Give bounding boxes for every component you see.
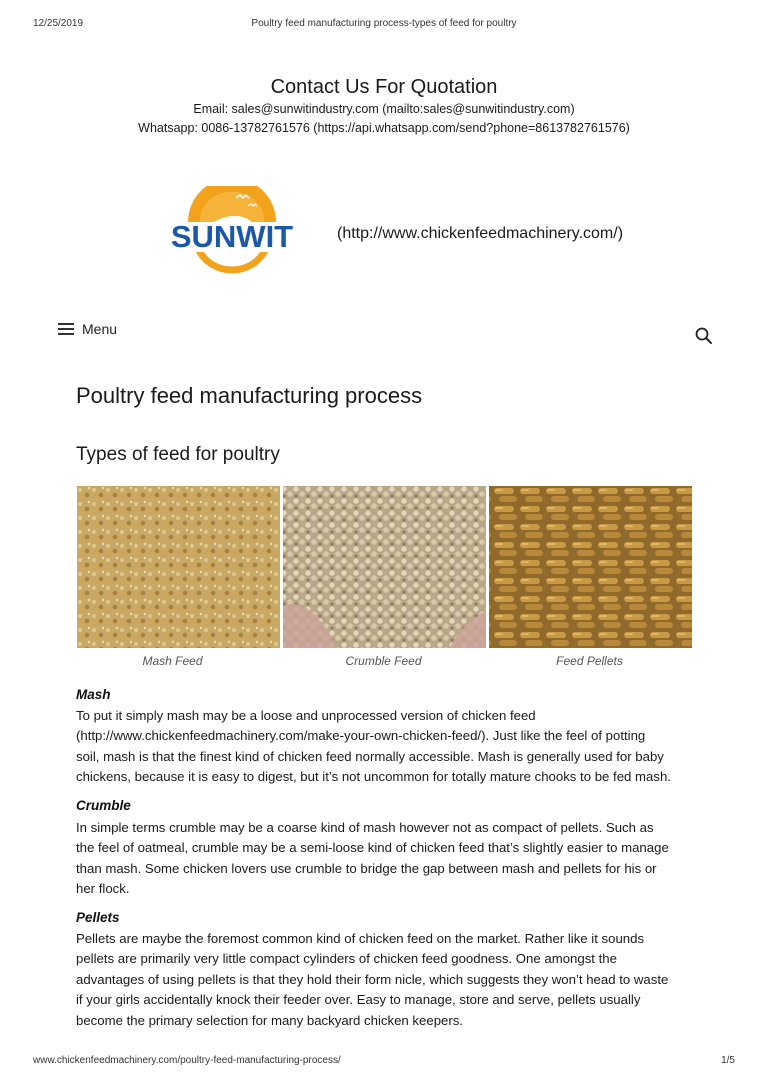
print-page-number: 1/5 xyxy=(721,1055,735,1066)
text-line: than mash. Some chicken lovers use crumble to bridge the gap between mash and pellets for his or xyxy=(76,860,657,876)
caption-feed-pellets: Feed Pellets xyxy=(556,654,623,668)
sunwit-logo[interactable] xyxy=(140,186,324,286)
section-title-crumble: Crumble xyxy=(76,798,131,813)
text-line: chickens, because it is easy to digest, but it’s not uncommon for totally mature chooks to be fed mash. xyxy=(76,769,671,785)
text-line: become the primary selection for many backyard chicken keepers. xyxy=(76,1012,464,1028)
text-line: To put it simply mash may be a loose and unprocessed version of chicken feed xyxy=(76,708,536,723)
text-line: advantages of using pellets is that they hold their form nicle, which suggests they won’t head to waste xyxy=(76,971,669,987)
contact-whatsapp-link[interactable]: Whatsapp: 0086-13782761576 (https://api.whatsapp.com/send?phone=8613782761576) xyxy=(138,121,630,135)
text-line: if your girls accidentally knock their feeder over. Easy to manage, store and serve, pellets usually xyxy=(76,992,641,1008)
article-subheading: Types of feed for poultry xyxy=(76,444,280,465)
caption-crumble-feed: Crumble Feed xyxy=(345,654,422,668)
text-line: pellets are primarily very little compact cylinders of chicken feed goodness. One amongst the xyxy=(76,951,617,967)
print-page-title: Poultry feed manufacturing process-types of feed for poultry xyxy=(251,18,517,29)
print-footer-url: www.chickenfeedmachinery.com/poultry-feed-manufacturing-process/ xyxy=(33,1055,341,1066)
text-line: her flock. xyxy=(76,881,130,897)
sunwit-logo-graphic xyxy=(140,186,324,286)
article-heading: Poultry feed manufacturing process xyxy=(76,383,423,408)
print-header xyxy=(0,18,768,32)
print-date: 12/25/2019 xyxy=(33,18,84,29)
text-line: In simple terms crumble may be a coarse kind of mash however not as compact of pellets. Such as xyxy=(76,820,654,835)
contact-email-link[interactable]: Email: sales@sunwitindustry.com (mailto:sales@sunwitindustry.com) xyxy=(193,102,575,116)
contact-title: Contact Us For Quotation xyxy=(270,76,498,98)
section-text-pellets xyxy=(76,929,696,1031)
section-title-pellets: Pellets xyxy=(76,910,120,925)
text-line-link[interactable]: (http://www.chickenfeedmachinery.com/make-your-own-chicken-feed/). Just like the feel of potting xyxy=(76,728,646,744)
menu-button[interactable] xyxy=(58,319,117,339)
text-line: soil, mash is that the finest kind of chicken feed normally accessible. Mash is generally used for baby xyxy=(76,748,664,764)
text-line: the feel of oatmeal, crumble may be a semi-loose kind of chicken feed that’s slightly easier to manage xyxy=(76,840,669,856)
section-text-mash xyxy=(76,706,696,788)
section-text-crumble xyxy=(76,818,696,900)
feed-types-photo xyxy=(77,486,692,648)
caption-mash-feed: Mash Feed xyxy=(142,654,203,668)
site-home-link[interactable]: (http://www.chickenfeedmachinery.com/) xyxy=(337,225,624,242)
text-line: Pellets are maybe the foremost common kind of chicken feed on the market. Rather like it sounds xyxy=(76,931,645,946)
logo-text: SUNWIT xyxy=(170,219,294,254)
search-icon[interactable] xyxy=(694,326,714,346)
section-title-mash: Mash xyxy=(76,687,111,702)
hamburger-icon xyxy=(58,323,74,335)
menu-label: Menu xyxy=(82,321,118,337)
